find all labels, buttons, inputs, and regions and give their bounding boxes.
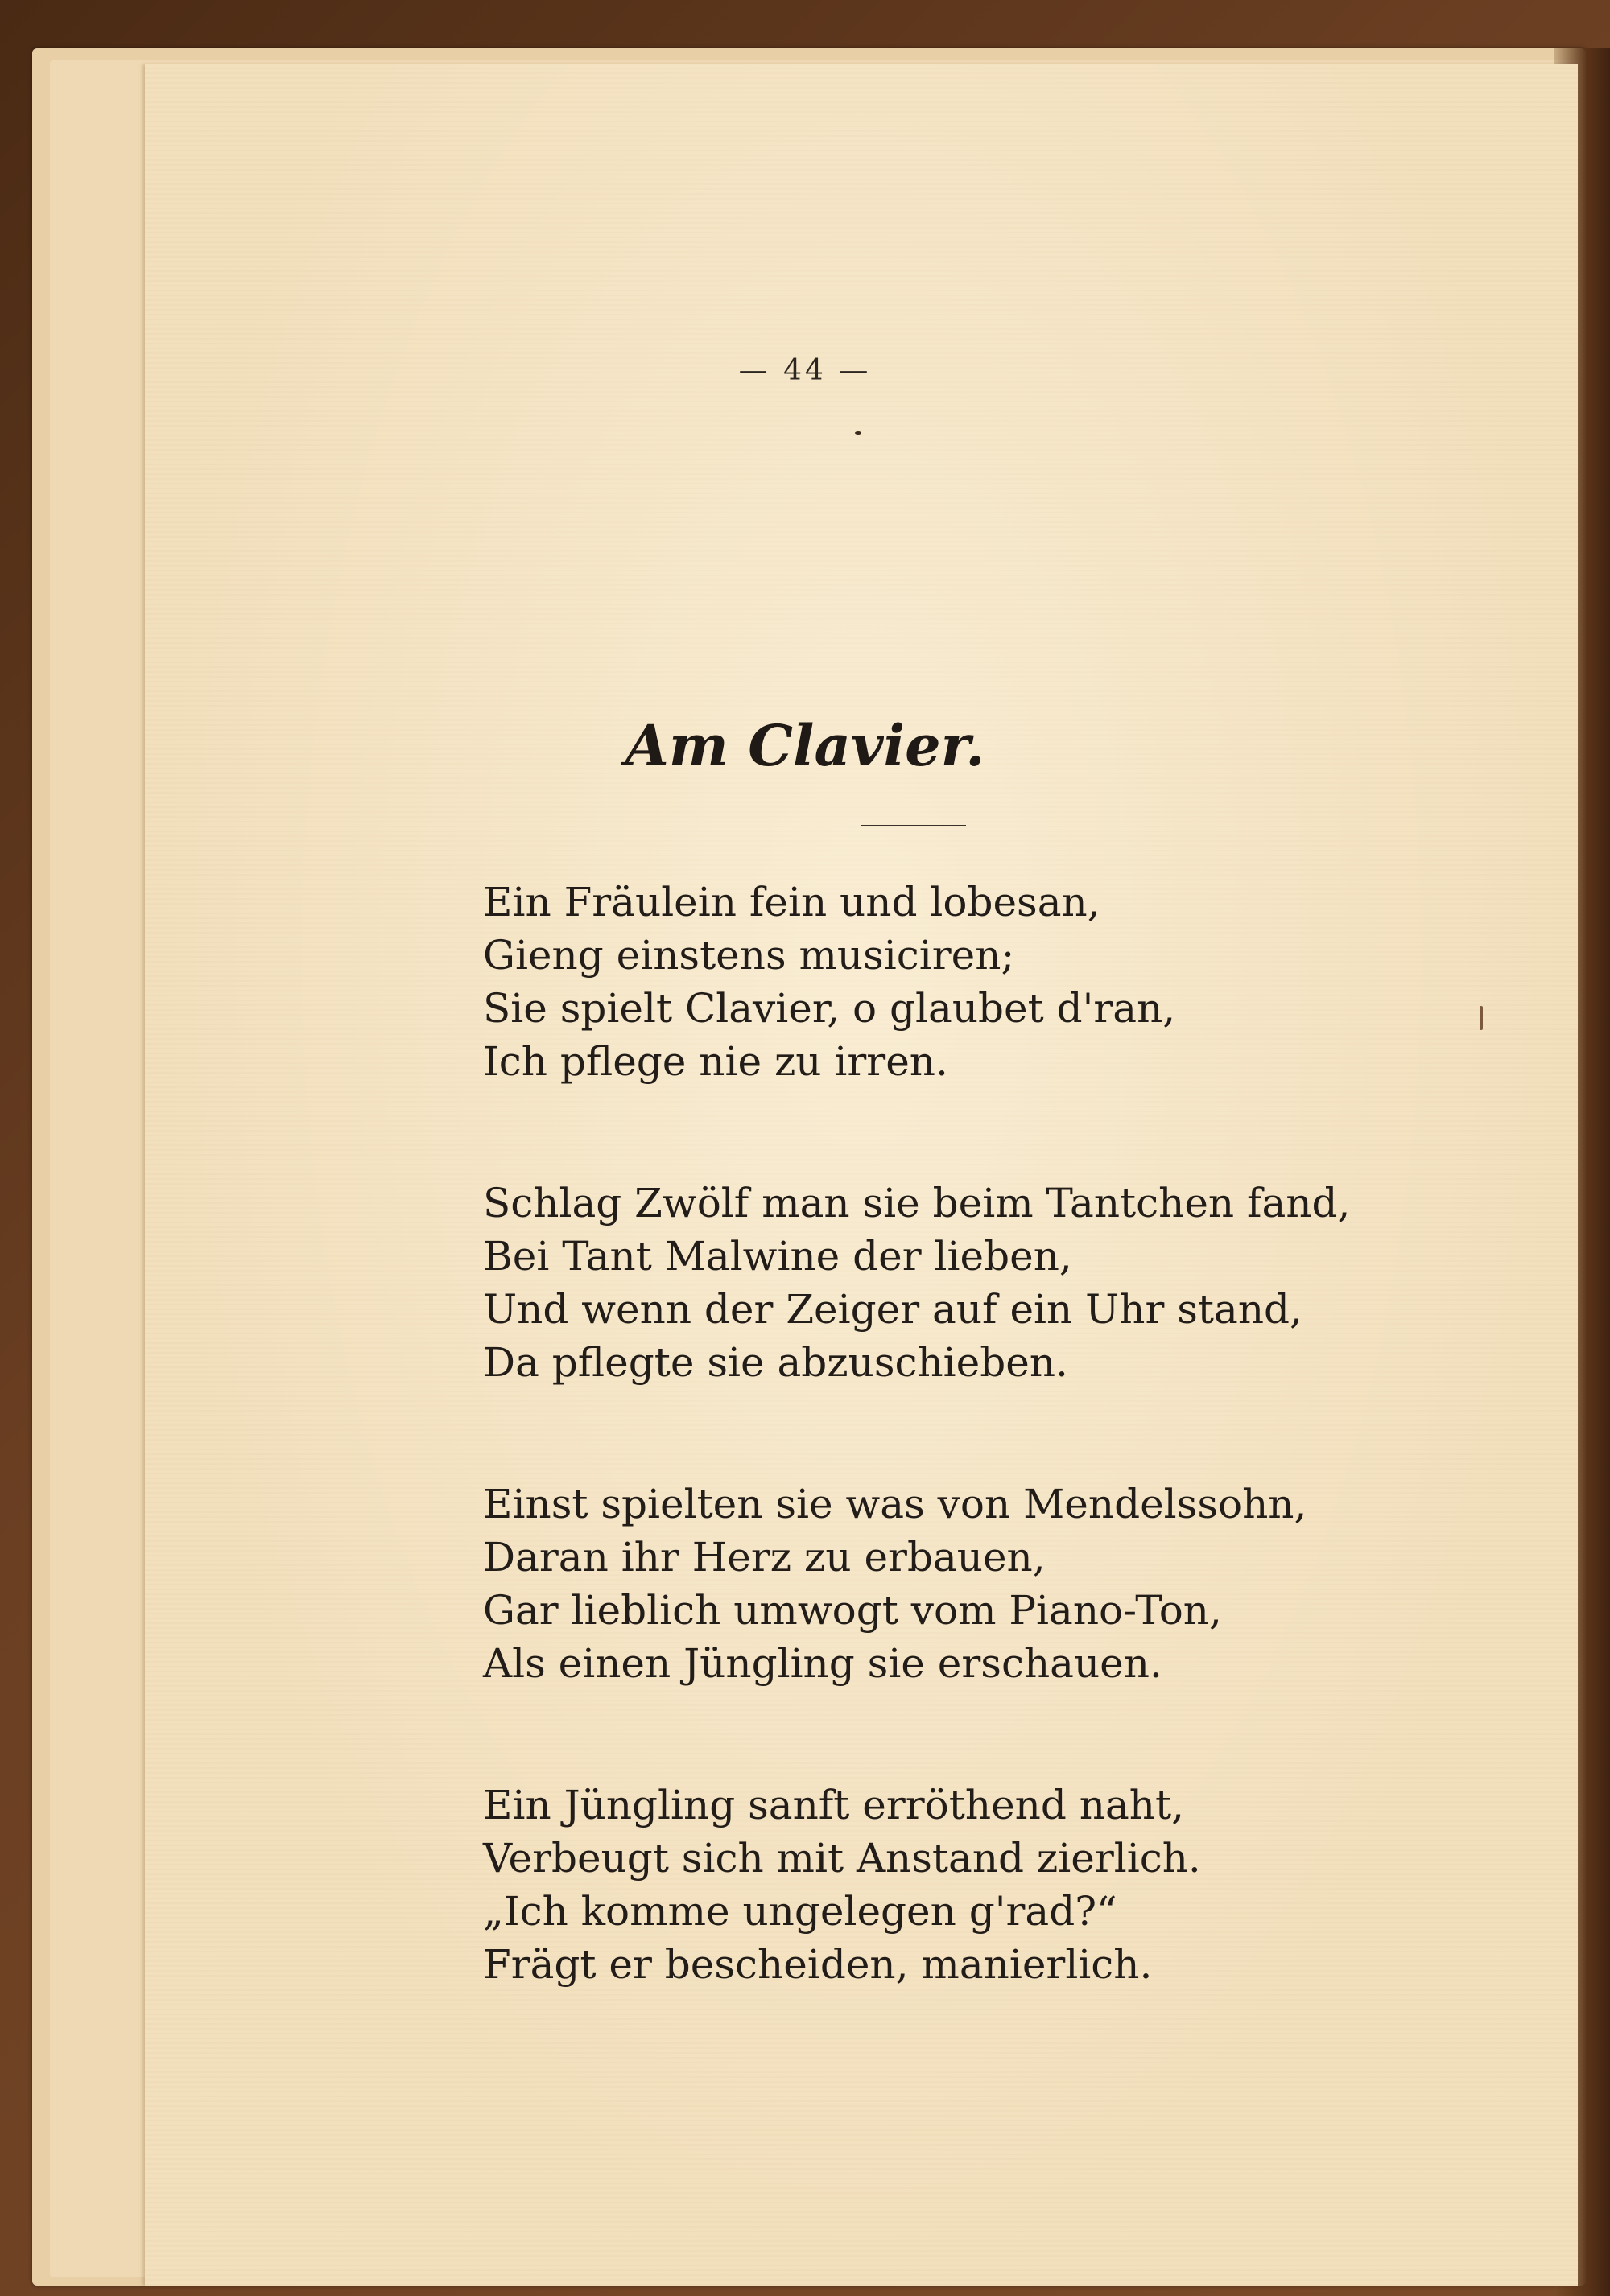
poem-line: Da pflegte sie abzuschieben. — [483, 1339, 1068, 1386]
poem-line: Ein Fräulein fein und lobesan, — [483, 879, 1100, 925]
poem-line: Einst spielten sie was von Mendelssohn, — [483, 1481, 1307, 1527]
poem-line: Und wenn der Zeiger auf ein Uhr stand, — [483, 1286, 1302, 1333]
stanza-4 — [483, 1779, 1489, 1991]
poem-line: Sie spielt Clavier, o glaubet d'ran, — [483, 985, 1176, 1032]
paper-speck — [855, 431, 861, 435]
poem-line: Ich pflege nie zu irren. — [483, 1038, 948, 1085]
poem-line: „Ich komme ungelegen g'rad?“ — [483, 1888, 1117, 1935]
paper-speck — [1480, 1006, 1483, 1030]
poem-line: Daran ihr Herz zu erbauen, — [483, 1534, 1046, 1581]
stanza-2 — [483, 1177, 1489, 1389]
poem-line: Gieng einstens musiciren; — [483, 932, 1015, 979]
stanza-3 — [483, 1478, 1489, 1690]
poem-line: Gar lieblich umwogt vom Piano-Ton, — [483, 1587, 1222, 1634]
poem-line: Ein Jüngling sanft erröthend naht, — [483, 1782, 1184, 1828]
poem-line: Schlag Zwölf man sie beim Tantchen fand, — [483, 1180, 1351, 1226]
stanza-1 — [483, 876, 1489, 1088]
poem-line: Frägt er bescheiden, manierlich. — [483, 1941, 1153, 1988]
poem-line: Verbeugt sich mit Anstand zierlich. — [483, 1835, 1201, 1882]
page-number: — 44 — — [738, 354, 872, 387]
poem-line: Als einen Jüngling sie erschauen. — [483, 1640, 1162, 1687]
poem-line: Bei Tant Malwine der lieben, — [483, 1233, 1072, 1280]
poem-body — [483, 876, 1489, 2080]
title-divider — [861, 825, 966, 826]
poem-title: Am Clavier. — [625, 712, 985, 779]
